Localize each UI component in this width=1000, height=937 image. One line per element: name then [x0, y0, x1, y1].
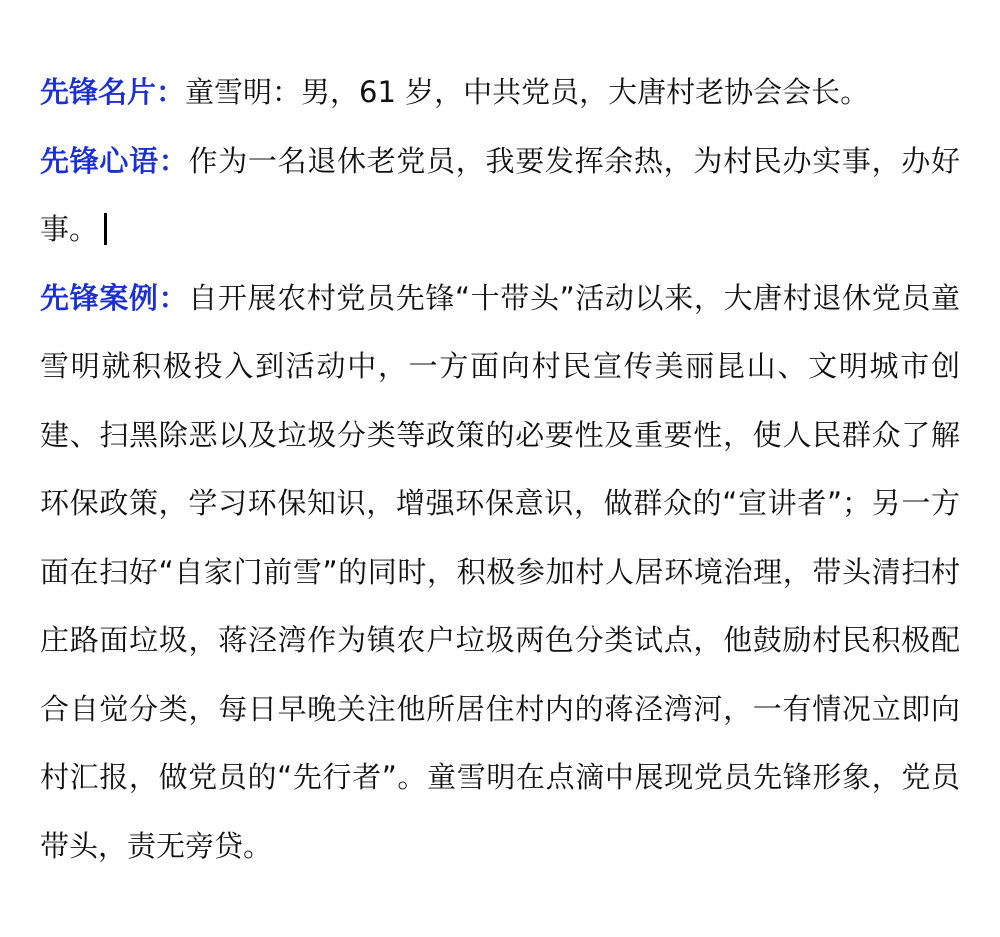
case-text: 自开展农村党员先锋“十带头”活动以来，大唐村退休党员童雪明就积极投入到活动中，一方面向村民宣传美丽昆山、文明城市创建、扫黑除恶以及垃圾分类等政策的必要性及重要性，使人民群众了解环保政策，学习环保知识，增强环保意识，做群众的“宣讲者”；另一方面在扫好“自家门前雪”的同时，积极参加村人居环境治理，带头清扫村庄路面垃圾，蒋泾湾作为镇农户垃圾两色分类试点，他鼓励村民积极配合自觉分类，每日早晚关注他所居住村内的蒋泾湾河，一有情况立即向村汇报，做党员的“先行者”。童雪明在点滴中展现党员先锋形象，党员带头，责无旁贷。 — [40, 280, 960, 863]
motto-text: 作为一名退休老党员，我要发挥余热，为村民办实事，办好事。 — [40, 143, 960, 246]
profile-label: 先锋名片： — [40, 75, 186, 109]
case-label: 先锋案例： — [40, 280, 189, 315]
document-body — [40, 58, 960, 880]
motto-paragraph — [40, 127, 960, 264]
motto-label: 先锋心语： — [40, 143, 189, 178]
case-paragraph — [40, 264, 960, 881]
text-cursor — [104, 213, 107, 245]
profile-text: 童雪明：男，61 岁，中共党员，大唐村老协会会长。 — [185, 75, 870, 109]
profile-paragraph — [40, 58, 960, 127]
